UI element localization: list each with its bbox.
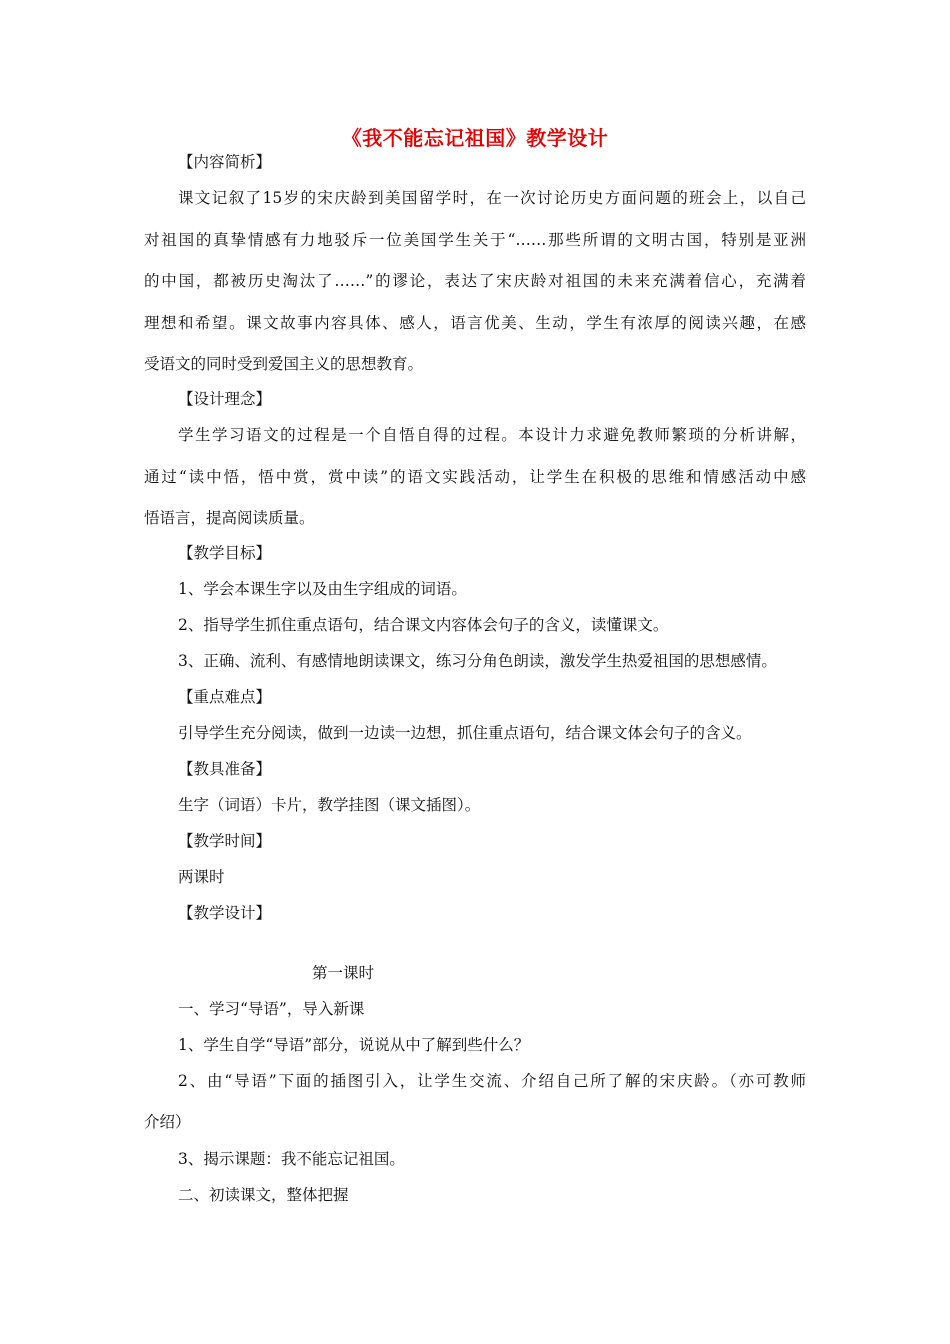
paragraph-line: 两课时 — [178, 868, 225, 886]
section-heading-design: 【教学设计】 — [178, 904, 272, 922]
step-heading: 一、学习“导语”，导入新课 — [178, 1000, 365, 1018]
list-item-continuation: 介绍） — [144, 1113, 191, 1131]
section-heading-goals: 【教学目标】 — [178, 544, 272, 562]
paragraph-line: 学生学习语文的过程是一个自悟自得的过程。本设计力求避免教师繁琐的分析讲解， — [178, 426, 806, 444]
section-heading-materials: 【教具准备】 — [178, 760, 272, 778]
paragraph-line: 生字（词语）卡片，教学挂图（课文插图）。 — [178, 796, 481, 814]
paragraph-line: 理想和希望。课文故事内容具体、感人，语言优美、生动，学生有浓厚的阅读兴趣，在感 — [144, 314, 806, 332]
section-heading-content: 【内容简析】 — [178, 153, 272, 171]
list-item: 2、由“导语”下面的插图引入，让学生交流、介绍自己所了解的宋庆龄。（亦可教师 — [178, 1072, 806, 1090]
section-heading-time: 【教学时间】 — [178, 832, 272, 850]
list-item: 1、学生自学“导语”部分，说说从中了解到些什么？ — [178, 1036, 530, 1054]
paragraph-line: 通过“读中悟，悟中赏，赏中读”的语文实践活动，让学生在积极的思维和情感活动中感 — [144, 468, 806, 486]
lesson-heading: 第一课时 — [312, 964, 375, 982]
paragraph-line: 受语文的同时受到爱国主义的思想教育。 — [144, 355, 424, 373]
step-heading: 二、初读课文，整体把握 — [178, 1186, 349, 1204]
paragraph-line: 的中国，都被历史淘汰了……”的谬论，表达了宋庆龄对祖国的未来充满着信心，充满着 — [144, 272, 806, 290]
paragraph-line: 对祖国的真挚情感有力地驳斥一位美国学生关于“……那些所谓的文明古国，特别是亚洲 — [144, 231, 806, 249]
paragraph-line: 引导学生充分阅读，做到一边读一边想，抓住重点语句，结合课文体会句子的含义。 — [178, 724, 752, 742]
list-item: 3、正确、流利、有感情地朗读课文，练习分角色朗读，激发学生热爱祖国的思想感情。 — [178, 652, 777, 670]
list-item: 1、学会本课生字以及由生字组成的词语。 — [178, 580, 467, 598]
list-item: 2、指导学生抓住重点语句，结合课文内容体会句子的含义，读懂课文。 — [178, 616, 669, 634]
paragraph-line: 课文记叙了15岁的宋庆龄到美国留学时，在一次讨论历史方面问题的班会上，以自己 — [178, 189, 806, 207]
section-heading-key-points: 【重点难点】 — [178, 688, 272, 706]
section-heading-concept: 【设计理念】 — [178, 390, 272, 408]
list-item: 3、揭示课题：我不能忘记祖国。 — [178, 1150, 405, 1168]
paragraph-line: 悟语言，提高阅读质量。 — [144, 509, 315, 527]
document-title: 《我不能忘记祖国》教学设计 — [341, 126, 609, 150]
